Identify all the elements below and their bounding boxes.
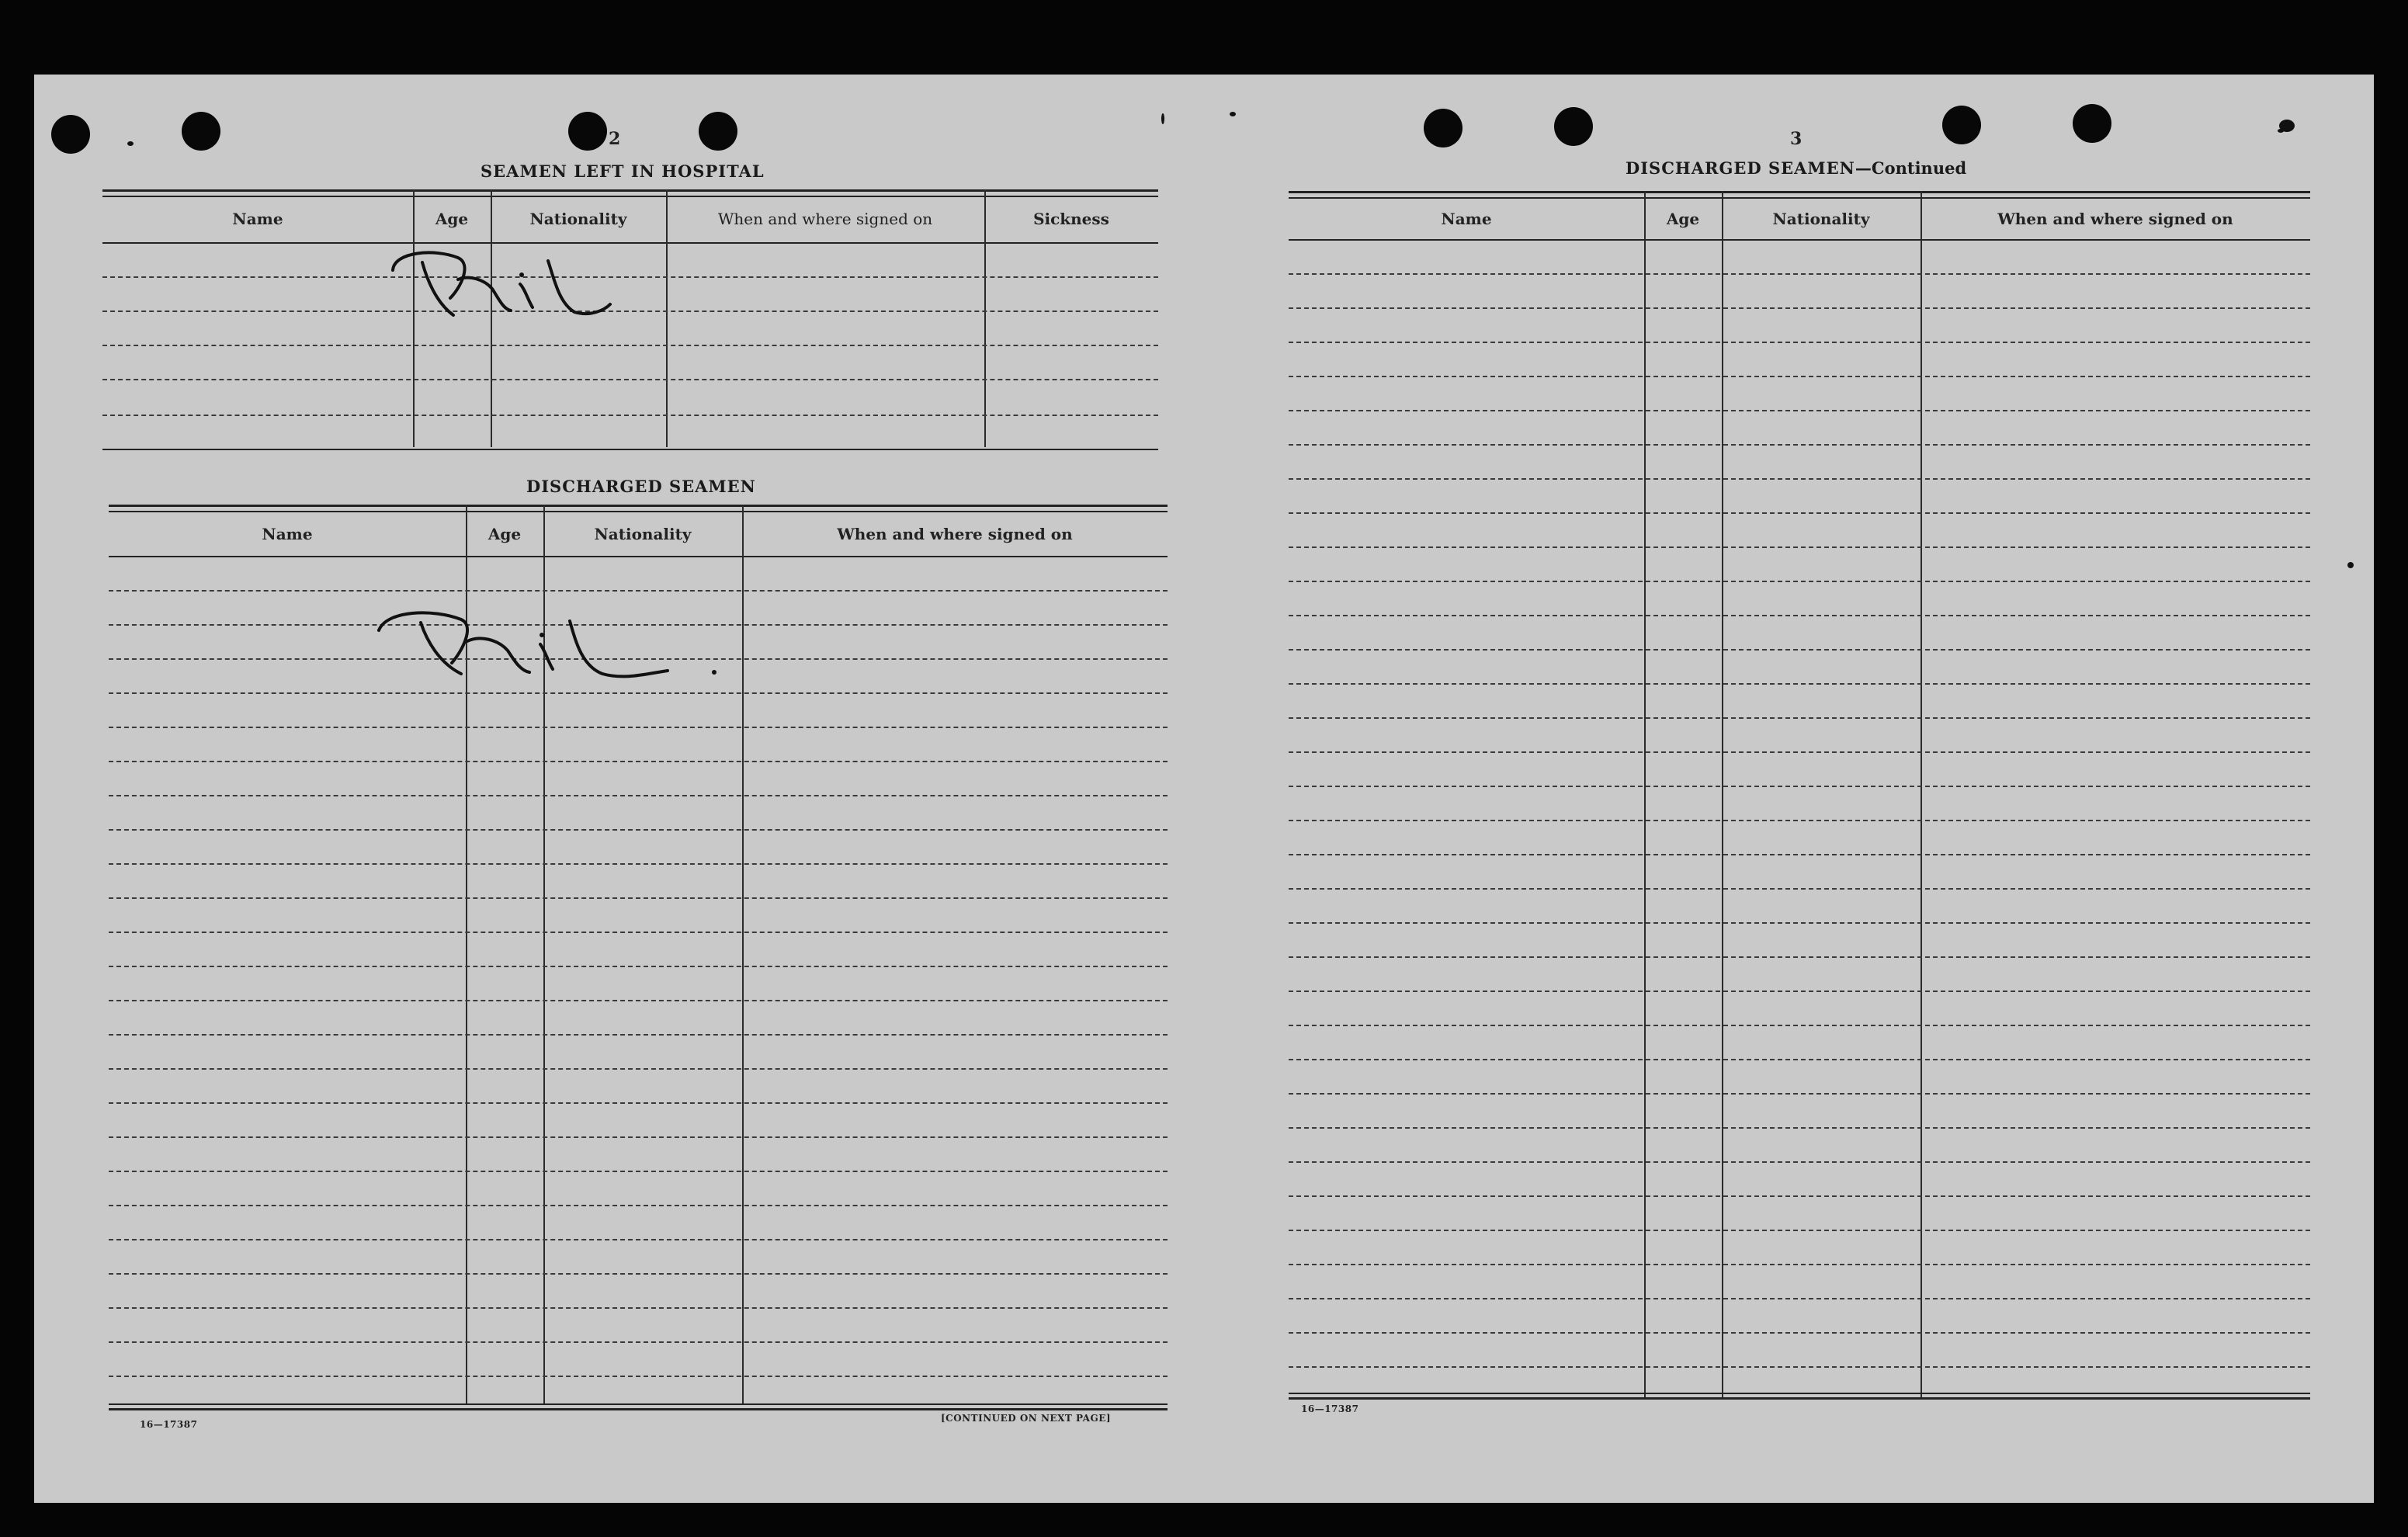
col-header-nationality: Nationality: [1772, 210, 1870, 228]
ruled-line: [1289, 991, 2310, 992]
document-sheet: [34, 75, 2374, 1503]
ruled-line: [109, 590, 1168, 592]
col-header-nationality: Nationality: [594, 525, 692, 543]
ruled-line: [109, 966, 1168, 967]
ruled-line: [1289, 546, 2310, 548]
col-header-age: Age: [435, 210, 469, 228]
ruled-line: [109, 1376, 1168, 1377]
ruled-line: [109, 1171, 1168, 1172]
ruled-line: [1289, 1025, 2310, 1026]
handwritten-nil-discharged: [376, 599, 717, 685]
col-header-name: Name: [232, 210, 283, 228]
col-header-signed-on: When and where signed on: [837, 525, 1073, 543]
dust-speck: [1161, 113, 1164, 124]
ruled-line: [1289, 410, 2310, 411]
handwritten-nil-hospital: [388, 241, 652, 326]
ruled-line: [109, 761, 1168, 762]
ruled-line: [109, 1102, 1168, 1104]
punch-hole: [1942, 106, 1981, 144]
ruled-line: [1289, 1366, 2310, 1368]
ruled-line: [1289, 1264, 2310, 1265]
ruled-line: [1289, 444, 2310, 446]
dust-speck: [2279, 120, 2295, 132]
punch-hole: [1424, 109, 1462, 147]
ruled-line: [1289, 376, 2310, 377]
ruled-line: [1289, 888, 2310, 890]
ruled-line: [109, 692, 1168, 694]
hospital-section-title: SEAMEN LEFT IN HOSPITAL: [481, 161, 765, 181]
ruled-line: [109, 1341, 1168, 1343]
ruled-line: [1289, 1093, 2310, 1095]
col-header-signed-on: When and where signed on: [717, 210, 933, 228]
ruled-line: [1289, 1059, 2310, 1060]
dust-speck: [127, 141, 134, 146]
col-header-name: Name: [1441, 210, 1492, 228]
right-section-title-suffix: —Continued: [1855, 158, 1967, 178]
left-form-number: 16—17387: [140, 1419, 198, 1430]
ruled-line: [1289, 820, 2310, 821]
ruled-line: [109, 1205, 1168, 1206]
ruled-line: [1289, 512, 2310, 514]
ruled-line: [1289, 854, 2310, 855]
col-header-age: Age: [1666, 210, 1700, 228]
ruled-line: [1289, 751, 2310, 753]
right-form-number: 16—17387: [1301, 1403, 1359, 1414]
discharged-section-title: DISCHARGED SEAMEN: [526, 477, 756, 496]
ruled-line: [1289, 649, 2310, 651]
ruled-line: [109, 932, 1168, 933]
ruled-line: [1289, 307, 2310, 309]
ruled-line: [1289, 922, 2310, 924]
ruled-line: [109, 863, 1168, 865]
col-header-name: Name: [262, 525, 313, 543]
ruled-line: [109, 897, 1168, 899]
punch-hole: [699, 112, 737, 151]
right-page-number: 3: [1790, 129, 1803, 149]
left-page-number: 2: [609, 129, 621, 149]
ruled-line: [109, 1307, 1168, 1309]
col-header-signed-on: When and where signed on: [1997, 210, 2233, 228]
right-section-title-main: DISCHARGED SEAMEN: [1626, 158, 1855, 178]
ruled-line: [1289, 956, 2310, 958]
dust-speck: [1230, 112, 1236, 116]
ruled-line: [1289, 786, 2310, 787]
ruled-line: [109, 727, 1168, 728]
dust-speck: [2347, 562, 2354, 568]
ruled-line: [109, 829, 1168, 831]
ruled-line: [1289, 615, 2310, 616]
discharged-table-right: [1289, 191, 2310, 1411]
punch-hole: [182, 112, 220, 151]
continued-note: [CONTINUED ON NEXT PAGE]: [941, 1413, 1112, 1424]
ruled-line: [109, 1136, 1168, 1138]
right-section-title: [1626, 158, 1966, 178]
ruled-line: [109, 1034, 1168, 1036]
punch-hole: [51, 115, 90, 154]
ruled-line: [1289, 342, 2310, 343]
col-header-sickness: Sickness: [1033, 210, 1109, 228]
ruled-line: [109, 795, 1168, 796]
ruled-line: [1289, 1127, 2310, 1129]
ruled-line: [109, 1239, 1168, 1240]
punch-hole: [2073, 104, 2111, 143]
ruled-line: [1289, 273, 2310, 275]
ruled-line: [109, 1068, 1168, 1070]
ruled-line: [1289, 581, 2310, 582]
punch-hole: [1554, 107, 1593, 146]
ruled-line: [1289, 1230, 2310, 1231]
ruled-line: [1289, 478, 2310, 480]
ruled-line: [109, 1000, 1168, 1001]
ruled-line: [109, 1273, 1168, 1275]
punch-hole: [568, 112, 607, 151]
ruled-line: [1289, 1161, 2310, 1163]
ruled-line: [1289, 1195, 2310, 1197]
ruled-line: [1289, 1332, 2310, 1334]
ruled-line: [1289, 1298, 2310, 1299]
ruled-line: [1289, 683, 2310, 685]
col-header-nationality: Nationality: [529, 210, 627, 228]
col-header-age: Age: [487, 525, 522, 543]
ruled-line: [1289, 717, 2310, 719]
